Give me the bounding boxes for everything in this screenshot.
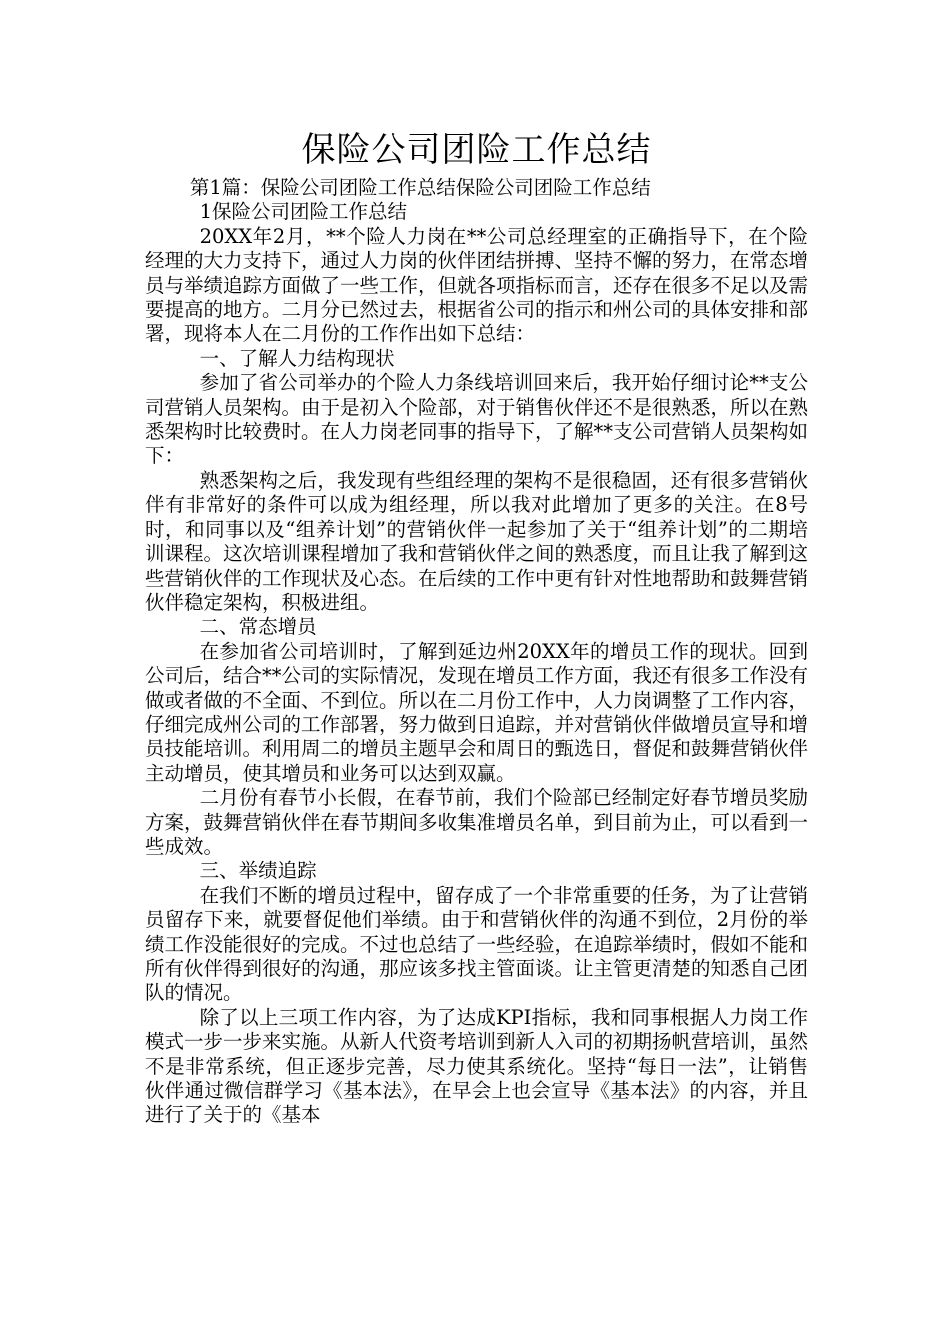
paragraph-spring-festival: 二月份有春节小长假，在春节前，我们个险部已经制定好春节增员奖励方案，鼓舞营销伙伴在春节期间多收集准增员名单，到目前为止，可以看到一些成效。 [145, 786, 809, 858]
paragraph-intro: 20XX年2月，**个险人力岗在**公司总经理室的正确指导下，在个险经理的大力支持下，通过人力岗的伙伴团结拼搏、坚持不懈的努力，在常态增员与举绩追踪方面做了一些工作，但就各项指标而言，还存在很多不足以及需要提高的地方。二月分已然过去，根据省公司的指示和州公司的具体安排和部署，现将本人在二月份的工作作出如下总结： [145, 224, 809, 346]
document-title: 保险公司团险工作总结 [301, 130, 652, 170]
paragraph-performance: 在我们不断的增员过程中，留存成了一个非常重要的任务，为了让营销员留存下来，就要督促他们举绩。由于和营销伙伴的沟通不到位，2月份的举绩工作没能很好的完成。不过也总结了一些经验，在追踪举绩时，假如不能和所有伙伴得到很好的沟通，那应该多找主管面谈。让主管更清楚的知悉自己团队的情况。 [145, 883, 809, 1005]
section-heading-3: 三、举绩追踪 [199, 859, 317, 883]
document-subtitle-2: 1保险公司团险工作总结 [199, 200, 408, 224]
section-heading-1: 一、了解人力结构现状 [199, 346, 395, 370]
paragraph-structure: 参加了省公司举办的个险人力条线培训回来后，我开始仔细讨论**支公司营销人员架构。由于是初入个险部，对于销售伙伴还不是很熟悉，所以在熟悉架构时比较费时。在人力岗老同事的指导下，了解**支公司营销人员架构如下： [145, 371, 809, 468]
section-heading-2: 二、常态增员 [199, 615, 317, 639]
paragraph-recruitment: 在参加省公司培训时，了解到延边州20XX年的增员工作的现状。回到公司后，结合**公司的实际情况，发现在增员工作方面，我还有很多工作没有做或者做的不全面、不到位。所以在二月份工作中，人力岗调整了工作内容，仔细完成州公司的工作部署，努力做到日追踪，并对营销伙伴做增员宣导和增员技能培训。利用周二的增员主题早会和周日的甄选日，督促和鼓舞营销伙伴主动增员，使其增员和业务可以达到双赢。 [145, 639, 809, 785]
paragraph-structure-followup: 熟悉架构之后，我发现有些组经理的架构不是很稳固，还有很多营销伙伴有非常好的条件可以成为组经理，所以我对此增加了更多的关注。在8号时，和同事以及“组养计划”的营销伙伴一起参加了关于“组养计划”的二期培训课程。这次培训课程增加了我和营销伙伴之间的熟悉度，而且让我了解到这些营销伙伴的工作现状及心态。在后续的工作中更有针对性地帮助和鼓舞营销伙伴稳定架构，积极进组。 [145, 468, 809, 614]
document-page [145, 124, 808, 1128]
document-subtitle: 第1篇：保险公司团险工作总结保险公司团险工作总结 [189, 176, 651, 199]
paragraph-kpi: 除了以上三项工作内容，为了达成KPI指标，我和同事根据人力岗工作模式一步一步来实施。从新人代资考培训到新人入司的初期扬帆营培训，虽然不是非常系统，但正逐步完善，尽力使其系统化。坚持“每日一法”，让销售伙伴通过微信群学习《基本法》，在早会上也会宣导《基本法》的内容，并且进行了关于的《基本 [145, 1005, 809, 1127]
